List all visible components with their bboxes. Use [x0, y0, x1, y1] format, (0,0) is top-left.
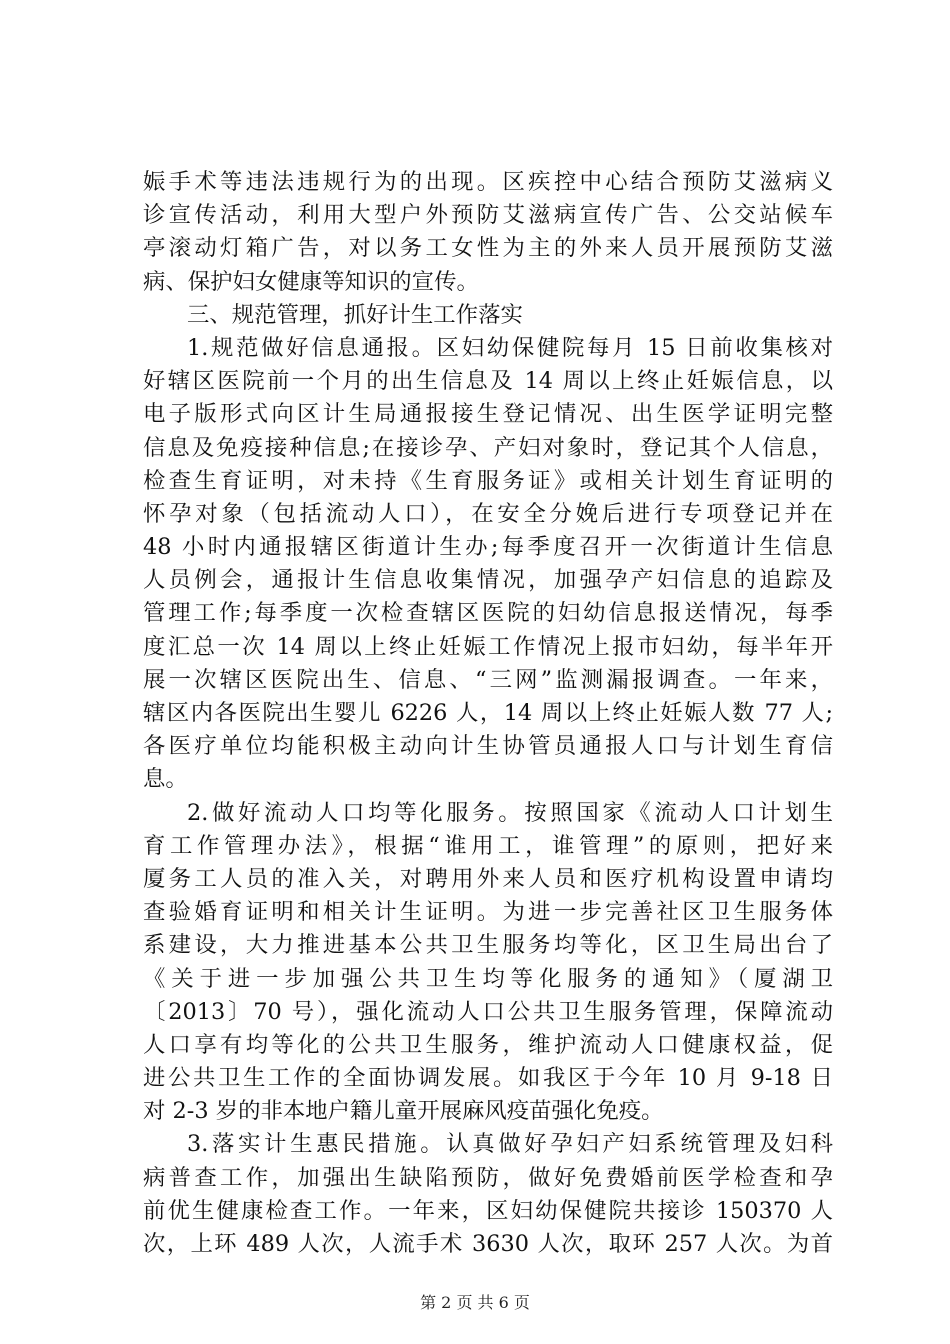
text-line: 信息及免疫接种信息;在接诊孕、产妇对象时，登记其个人信息， [143, 434, 833, 461]
text-line: 查验婚育证明和相关计生证明。为进一步完善社区卫生服务体 [143, 899, 833, 926]
paragraph [143, 332, 833, 797]
text-line: 三、规范管理，抓好计生工作落实 [187, 301, 523, 328]
text-line: 检查生育证明，对未持《生育服务证》或相关计划生育证明的 [143, 467, 833, 494]
text-line: 娠手术等违法违规行为的出现。区疾控中心结合预防艾滋病义 [143, 169, 833, 195]
text-line: 人口享有均等化的公共卫生服务，维护流动人口健康权益，促 [143, 1031, 833, 1058]
text-line: 〔2013〕70 号），强化流动人口公共卫生服务管理，保障流动 [143, 998, 833, 1025]
page-number-label: 第 2 页 共 6 页 [420, 1293, 530, 1312]
text-line: 次，上环 489 人次，人流手术 3630 人次，取环 257 人次。为首 [143, 1231, 833, 1257]
paragraph [143, 797, 833, 1129]
text-line: 育工作管理办法》，根据“谁用工，谁管理”的原则，把好来 [143, 832, 833, 859]
text-line: 48 小时内通报辖区街道计生办;每季度召开一次街道计生信息 [143, 534, 833, 561]
text-line: 度汇总一次 14 周以上终止妊娠工作情况上报市妇幼，每半年开 [143, 633, 833, 660]
paragraph [143, 166, 833, 299]
text-line: 病普查工作，加强出生缺陷预防，做好免费婚前医学检查和孕 [143, 1164, 833, 1191]
text-line: 辖区内各医院出生婴儿 6226 人，14 周以上终止妊娠人数 77 人; [143, 700, 833, 726]
text-line: 系建设，大力推进基本公共卫生服务均等化，区卫生局出台了 [143, 932, 833, 959]
text-line: 好辖区医院前一个月的出生信息及 14 周以上终止妊娠信息，以 [143, 368, 833, 395]
document-body [143, 166, 833, 1261]
text-line: 亭滚动灯箱广告，对以务工女性为主的外来人员开展预防艾滋 [143, 235, 833, 262]
text-line: 展一次辖区医院出生、信息、“三网”监测漏报调查。一年来， [143, 666, 833, 693]
text-line: 进公共卫生工作的全面协调发展。如我区于今年 10 月 9-18 日 [143, 1065, 833, 1092]
text-line: 3.落实计生惠民措施。认真做好孕妇产妇系统管理及妇科 [187, 1131, 833, 1158]
text-line: 管理工作;每季度一次检查辖区医院的妇幼信息报送情况，每季 [143, 600, 833, 627]
text-line: 怀孕对象（包括流动人口），在安全分娩后进行专项登记并在 [143, 500, 833, 527]
text-line: 1.规范做好信息通报。区妇幼保健院每月 15 日前收集核对 [187, 334, 833, 361]
text-line: 息。 [143, 766, 188, 793]
text-line: 各医疗单位均能积极主动向计生协管员通报人口与计划生育信 [143, 733, 833, 760]
paragraph [143, 1128, 833, 1261]
text-line: 病、保护妇女健康等知识的宣传。 [143, 268, 479, 295]
text-line: 厦务工人员的准入关，对聘用外来人员和医疗机构设置申请均 [143, 865, 833, 892]
text-line: 人员例会，通报计生信息收集情况，加强孕产妇信息的追踪及 [143, 567, 833, 594]
text-line: 诊宣传活动，利用大型户外预防艾滋病宣传广告、公交站候车 [143, 202, 833, 229]
text-line: 2.做好流动人口均等化服务。按照国家《流动人口计划生 [187, 799, 833, 826]
page-footer [0, 1290, 950, 1313]
text-line: 前优生健康检查工作。一年来，区妇幼保健院共接诊 150370 人 [143, 1197, 833, 1224]
text-line: 对 2-3 岁的非本地户籍儿童开展麻风疫苗强化免疫。 [143, 1098, 664, 1125]
text-line: 电子版形式向区计生局通报接生登记情况、出生医学证明完整 [143, 401, 833, 428]
paragraph [143, 299, 833, 332]
text-line: 《关于进一步加强公共卫生均等化服务的通知》（厦湖卫 [143, 965, 833, 992]
